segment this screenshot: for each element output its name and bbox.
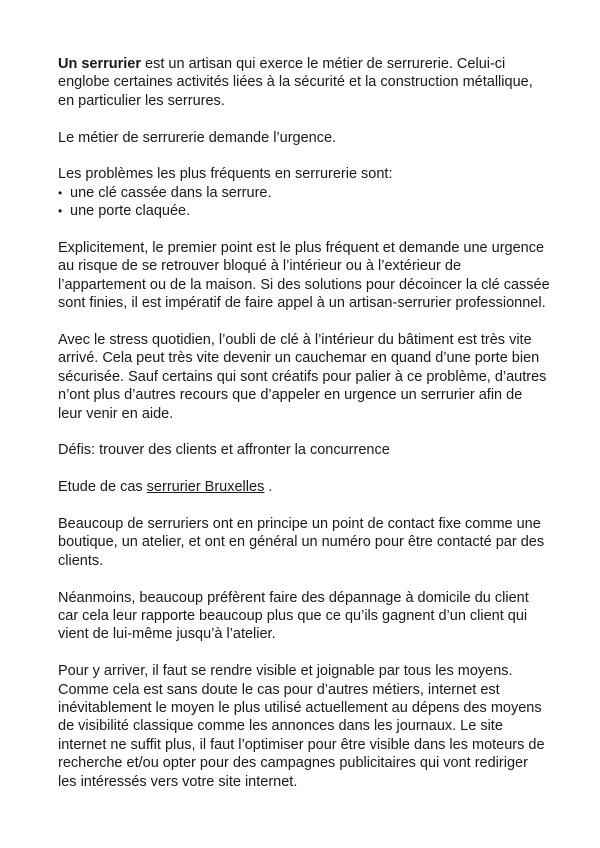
intro-bold-term: Un serrurier: [58, 56, 142, 72]
list-item: • une porte claquée.: [58, 202, 550, 220]
list-item: • une clé cassée dans la serrure.: [58, 184, 550, 202]
case-study-link[interactable]: serrurier Bruxelles: [146, 479, 265, 496]
problems-list: [58, 184, 550, 221]
stress-paragraph: Avec le stress quotidien, l’oubli de clé à l’intérieur du bâtiment est très vite arrivé. Cela peut très vite devenir un cauchemar en quand d’une porte bien sécurisée. Sauf certains qui sont créatifs pour palier à ce problème, d’autres n’ont plus d’autres recours que d’appeler en urgence un serrurier afin de leur venir en aide.: [58, 332, 547, 422]
intro-text: est un artisan qui exerce le métier de serrurerie. Celui-ci englobe certaines activités liées à la sécurité et la construction métallique, en particulier les serrures.: [58, 56, 533, 109]
problems-heading: Les problèmes les plus fréquents en serrurerie sont:: [58, 166, 393, 183]
contact-paragraph: Beaucoup de serruriers ont en principe un point de contact fixe comme une boutique, un atelier, et ont en général un numéro pour être contacté par des clients.: [58, 516, 545, 569]
explicit-paragraph: Explicitement, le premier point est le plus fréquent et demande une urgence au risque de se retrouver bloqué à l’intérieur ou à l’extérieur de l’appartement ou de la maison. Si des solutions pour décoincer la clé cassée sont finies, il est impératif de faire appel à un artisan-serrurier professionnel.: [58, 240, 550, 312]
intro-paragraph: [58, 55, 550, 110]
urgency-paragraph: Le métier de serrurerie demande l’urgence.: [58, 129, 337, 146]
visibility-paragraph: Pour y arriver, il faut se rendre visible et joignable par tous les moyens. Comme cela est sans doute le cas pour d’autres métiers, internet est inévitablement le moyen le plus utilisé actuellement au dépens des moyens de visibilité classique comme les annonces dans les journaux. Le site internet ne suffit plus, il faut l’optimiser pour être visible dans les moteurs de recherche et/ou opter pour des campagnes publicitaires qui vont rediriger les intéressés vers votre site internet.: [58, 663, 545, 790]
case-study-suffix: .: [264, 479, 273, 496]
challenges-paragraph: Défis: trouver des clients et affronter la concurrence: [58, 442, 390, 459]
case-study-paragraph: [58, 478, 550, 496]
case-study-prefix: Etude de cas: [58, 479, 147, 496]
home-service-paragraph: Néanmoins, beaucoup préfèrent faire des dépannage à domicile du client car cela leur rapporte beaucoup plus que ce qu’ils gagnent d’un client qui vient de lui-même jusqu’à l’atelier.: [58, 589, 529, 643]
